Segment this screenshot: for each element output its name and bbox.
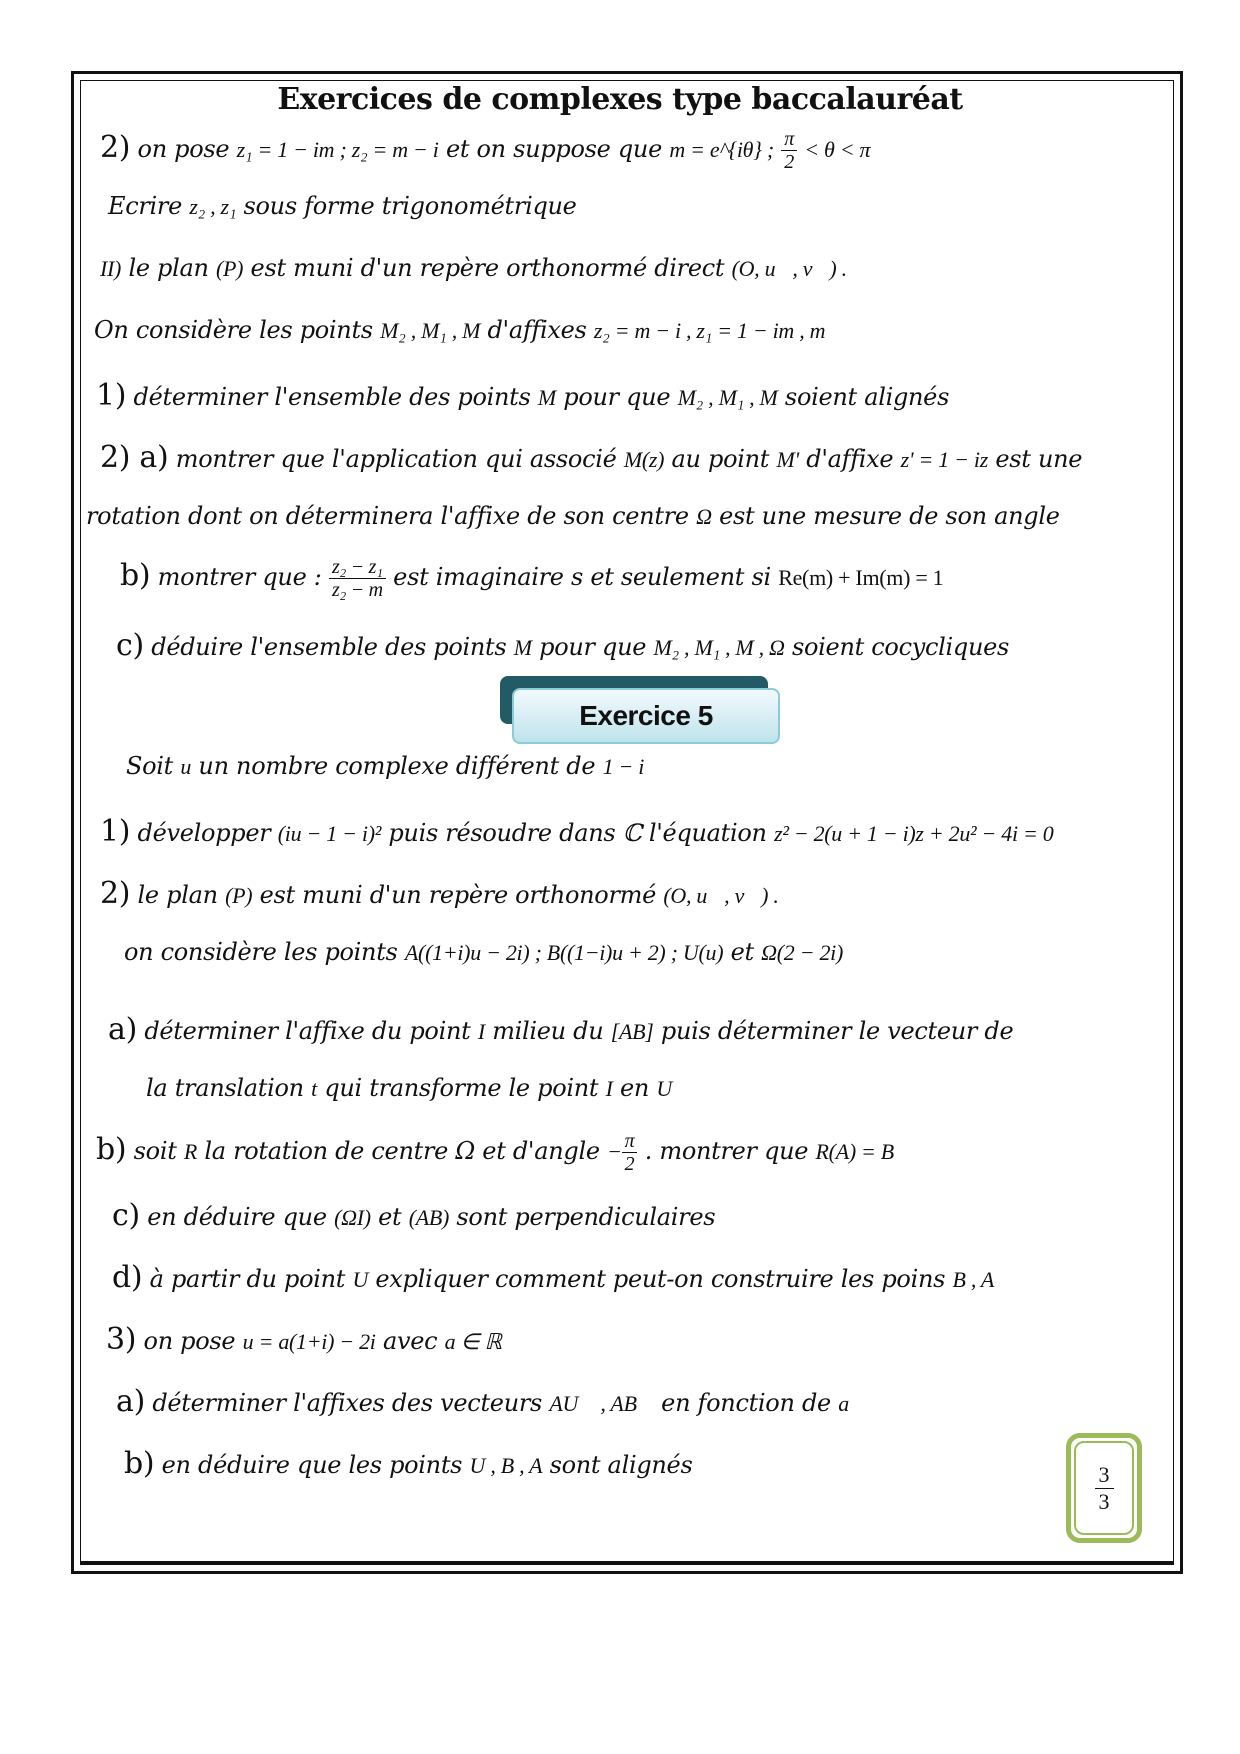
page-number-box: [1066, 1433, 1142, 1543]
question-label: b): [120, 558, 151, 593]
exercise-5-badge: [500, 676, 768, 731]
math: z' = 1 − iz: [900, 447, 989, 472]
badge-label: Exercice 5: [512, 688, 780, 744]
math: M': [776, 447, 799, 472]
text: déterminer l'affixe du point: [144, 1017, 471, 1045]
text: est muni d'un repère orthonormé: [259, 881, 656, 909]
text: avec: [382, 1327, 438, 1355]
ex5-q2-line: [100, 876, 779, 911]
ex5-q3a-line: [116, 1384, 849, 1419]
text: déterminer l'ensemble des points: [133, 383, 531, 411]
text: au point: [671, 445, 770, 473]
text: développer: [137, 819, 271, 847]
math: U: [656, 1076, 672, 1101]
math: B , A: [952, 1267, 994, 1292]
text: expliquer comment peut-on construire les poins: [375, 1265, 946, 1293]
ex4-q2a-cont-line: [86, 502, 1060, 530]
math: R: [183, 1139, 198, 1164]
text: d'affixes: [487, 316, 587, 344]
question-label: c): [116, 628, 144, 663]
math: M₂ , M₁ , M: [380, 318, 481, 343]
text: qui transforme le point: [324, 1074, 599, 1102]
math: < θ < π: [804, 137, 871, 162]
ex5-intro-line: [126, 752, 644, 780]
math: Ω(2 − 2i): [761, 940, 843, 965]
text: en fonction de: [661, 1389, 831, 1417]
question-label: 1): [100, 814, 131, 849]
text: la translation: [146, 1074, 304, 1102]
text: rotation dont on déterminera l'affixe de son centre: [86, 502, 689, 530]
ex4-q2b-line: [120, 556, 943, 601]
text: est muni d'un repère orthonormé direct: [250, 254, 725, 282]
math: Ω: [696, 504, 712, 529]
ex5-q2b-line: [96, 1130, 894, 1175]
text: puis résoudre dans ℂ l'équation: [388, 819, 767, 847]
document-title: Exercices de complexes type baccalauréat: [277, 82, 963, 117]
math: M: [537, 385, 556, 410]
math: M₂ , M₁ , M , Ω: [653, 635, 785, 660]
math: M: [513, 635, 532, 660]
ex5-q1-line: [100, 814, 1053, 849]
ex5-points-line: [124, 938, 843, 966]
question-label: d): [112, 1260, 143, 1295]
ex4-write-line: [108, 192, 577, 220]
text: est une mesure de son angle: [719, 502, 1060, 530]
text: déterminer l'affixes des vecteurs: [152, 1389, 543, 1417]
question-label: a): [116, 1384, 145, 1419]
text: et: [730, 938, 754, 966]
text: montrer que l'application qui associé: [175, 445, 617, 473]
math: Re(m) + Im(m) = 1: [778, 565, 944, 590]
math: I: [477, 1019, 485, 1044]
math: (O, u⃗, v⃗) .: [731, 256, 847, 281]
text: et: [378, 1203, 402, 1231]
ex5-q3-line: [106, 1322, 502, 1357]
page-number: [1095, 1462, 1114, 1515]
text: soit: [133, 1137, 177, 1165]
text: est une: [995, 445, 1083, 473]
math: t: [311, 1076, 317, 1101]
math: M₂ , M₁ , M: [677, 385, 778, 410]
math: AU⃗ , AB⃗: [549, 1391, 654, 1416]
math: z₂ = m − i , z₁ = 1 − im , m: [593, 318, 826, 343]
text: en: [619, 1074, 650, 1102]
text: . montrer que: [644, 1137, 809, 1165]
text: on pose: [143, 1327, 236, 1355]
text: sont alignés: [549, 1451, 693, 1479]
ex5-q2a-cont-line: [146, 1074, 672, 1102]
text: montrer que :: [157, 563, 322, 591]
text: Ecrire: [108, 192, 182, 220]
question-label: 2) a): [100, 440, 169, 475]
text: on considère les points: [124, 938, 398, 966]
text: en déduire que: [147, 1203, 327, 1231]
math: I: [605, 1076, 613, 1101]
math: 1 − i: [602, 754, 645, 779]
text: est imaginaire s et seulement si: [393, 563, 771, 591]
text: en déduire que les points: [161, 1451, 463, 1479]
text: la rotation de centre Ω et d'angle: [204, 1137, 600, 1165]
text: pour que: [539, 633, 647, 661]
math: U: [352, 1267, 369, 1292]
text: et on suppose que: [445, 135, 662, 163]
ex4-q2-line: [100, 128, 870, 173]
math: R(A) = B: [815, 1139, 894, 1164]
text: puis déterminer le vecteur de: [660, 1017, 1014, 1045]
text: soient cocycliques: [792, 633, 1010, 661]
text: à partir du point: [149, 1265, 346, 1293]
ex4-q2c-line: [116, 628, 1009, 663]
math: z₁ = 1 − im ; z₂ = m − i: [236, 137, 439, 162]
ex5-q2d-line: [112, 1260, 994, 1295]
text: d'affixe: [806, 445, 894, 473]
text: on pose: [137, 135, 230, 163]
text: un nombre complexe différent de: [198, 752, 596, 780]
question-label: b): [96, 1132, 127, 1167]
text: pour que: [563, 383, 671, 411]
math: (P): [225, 883, 253, 908]
fraction: $\frac{\pi}{2}$: [622, 1130, 638, 1175]
text: On considère les points: [94, 316, 373, 344]
page-current: 3: [1095, 1462, 1114, 1489]
text: Soit: [126, 752, 174, 780]
text: déduire l'ensemble des points: [151, 633, 507, 661]
ex5-q2c-line: [112, 1198, 715, 1233]
math: [AB]: [610, 1019, 654, 1044]
text: sous forme trigonométrique: [243, 192, 577, 220]
math: U , B , A: [469, 1453, 543, 1478]
math: −: [607, 1139, 622, 1164]
math: z² − 2(u + 1 − i)z + 2u² − 4i = 0: [774, 821, 1054, 846]
question-label: 3): [106, 1322, 137, 1357]
ex5-q2a-line: [108, 1012, 1013, 1047]
math: (O, u⃗, v⃗) .: [663, 883, 779, 908]
math: u = a(1+i) − 2i: [242, 1329, 376, 1354]
ex4-q1-line: [96, 378, 949, 413]
text: sont perpendiculaires: [456, 1203, 716, 1231]
fraction: $\frac{\text{z₂ − z₁}}{\text{z₂ − m}}$: [329, 556, 386, 601]
text: milieu du: [492, 1017, 604, 1045]
math: u: [180, 754, 192, 779]
part-label: II): [100, 256, 122, 281]
math: z₂ , z₁: [189, 194, 237, 219]
question-label: 2): [100, 130, 131, 165]
math: a ∈ ℝ: [444, 1329, 502, 1354]
page-total: 3: [1098, 1488, 1110, 1514]
text: le plan: [137, 881, 218, 909]
math: (P): [216, 256, 244, 281]
fraction: $\frac{\pi}{2}$: [781, 128, 797, 173]
text: le plan: [128, 254, 209, 282]
question-label: 2): [100, 876, 131, 911]
question-label: a): [108, 1012, 137, 1047]
ex4-partII-line: [100, 254, 847, 282]
ex4-q2a-line: [100, 440, 1082, 475]
math: (ΩI): [334, 1205, 371, 1230]
question-label: c): [112, 1198, 140, 1233]
question-label: b): [124, 1446, 155, 1481]
math: (iu − 1 − i)²: [277, 821, 382, 846]
question-label: 1): [96, 378, 127, 413]
ex4-consider-line: [94, 316, 825, 344]
ex5-q3b-line: [124, 1446, 692, 1481]
math: M(z): [623, 447, 665, 472]
math: A((1+i)u − 2i) ; B((1−i)u + 2) ; U(u): [404, 940, 724, 965]
math: a: [838, 1391, 849, 1416]
math: m = e^{iθ} ;: [669, 137, 774, 162]
text: soient alignés: [784, 383, 950, 411]
math: (AB): [408, 1205, 450, 1230]
